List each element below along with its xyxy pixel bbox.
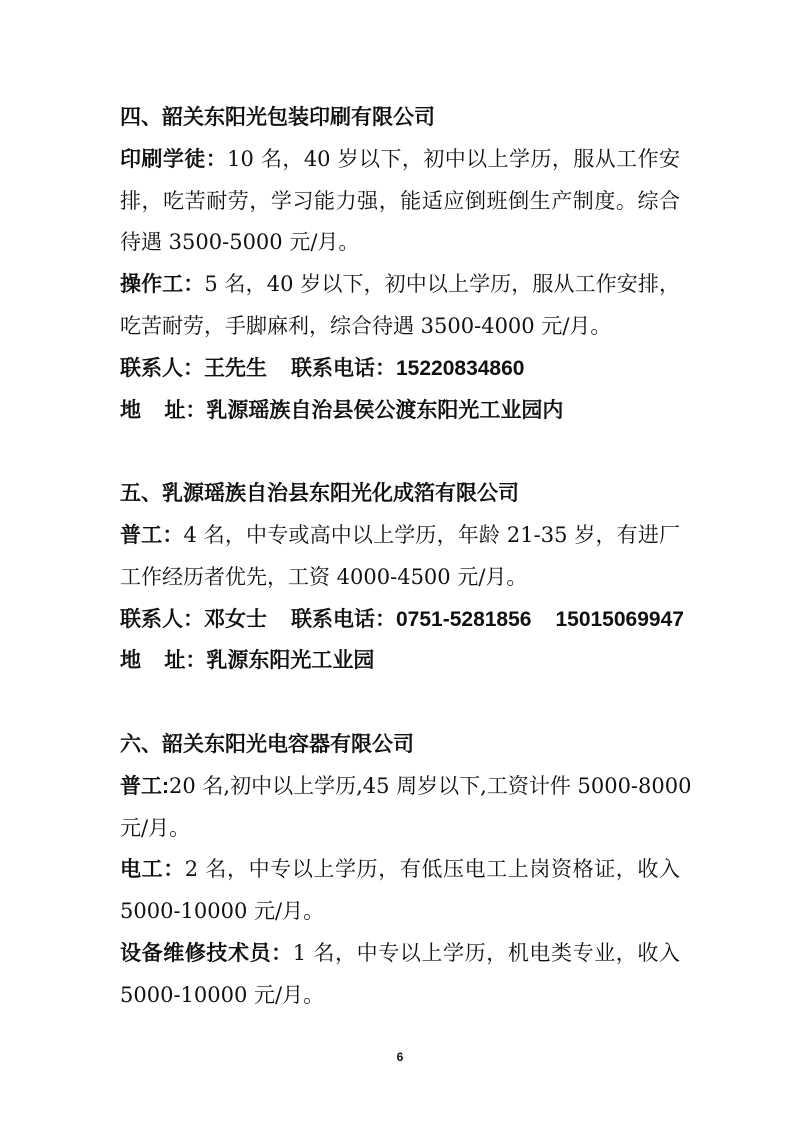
job-description: 4 名，中专或高中以上学历，年龄 21-35 岁，有进厂 <box>183 522 680 547</box>
job-line <box>120 891 680 933</box>
job-description: 元/月。 <box>120 815 191 840</box>
job-description: 待遇 3500-5000 元/月。 <box>120 230 360 255</box>
job-description: 排，吃苦耐劳，学习能力强，能适应倒班倒生产制度。综合 <box>120 188 680 213</box>
section-title: 五、乳源瑶族自治县东阳光化成箔有限公司 <box>120 482 519 506</box>
address-value: 乳源东阳光工业园 <box>206 649 375 673</box>
job-line <box>120 933 680 975</box>
company-section-packaging-printing <box>120 97 680 431</box>
phone-number: 0751-5281856 <box>396 607 532 631</box>
address-label: 地 址： <box>120 649 207 673</box>
job-description: 20 名,初中以上学历,45 周岁以下,工资计件 5000-8000 <box>169 773 692 798</box>
address-label: 地 址： <box>120 398 207 422</box>
job-description: 2 名，中专以上学历，有低压电工上岗资格证，收入 <box>184 857 680 882</box>
contact-name: 王先生 <box>204 356 267 380</box>
job-line <box>120 849 680 891</box>
phone-number: 15015069947 <box>555 607 684 631</box>
job-line <box>120 975 680 1017</box>
document-content <box>120 97 692 1017</box>
job-line <box>120 264 680 306</box>
job-title: 印刷学徒： <box>120 147 228 171</box>
job-line <box>120 515 680 557</box>
job-description: 1 名，中专以上学历，机电类专业，收入 <box>292 940 680 965</box>
job-title: 普工： <box>120 523 184 547</box>
job-line <box>120 766 692 808</box>
job-line <box>120 808 680 850</box>
contact-label: 联系人： <box>120 607 204 631</box>
phone-label: 联系电话： <box>291 356 396 380</box>
job-description: 5000-10000 元/月。 <box>120 899 325 924</box>
company-section-capacitor <box>120 724 692 1017</box>
section-title: 四、韶关东阳光包装印刷有限公司 <box>120 106 435 129</box>
job-description: 10 名，40 岁以下，初中以上学历，服从工作安 <box>227 146 681 171</box>
job-line <box>120 139 680 181</box>
job-title: 普工: <box>120 774 169 798</box>
phone-number: 15220834860 <box>396 356 525 380</box>
address-value: 乳源瑶族自治县侯公渡东阳光工业园内 <box>206 398 564 422</box>
job-title: 电工： <box>120 858 185 882</box>
contact-line <box>120 348 680 390</box>
page-number: 6 <box>396 1050 404 1064</box>
company-section-formed-foil <box>120 473 684 682</box>
job-line <box>120 181 680 223</box>
job-description: 5 名，40 岁以下，初中以上学历，服从工作安排， <box>204 272 681 297</box>
job-title: 设备维修技术员： <box>120 941 293 965</box>
contact-line <box>120 599 684 641</box>
job-description: 工作经历者优先，工资 4000-4500 元/月。 <box>120 564 528 589</box>
job-line <box>120 306 680 348</box>
section-title: 六、韶关东阳光电容器有限公司 <box>120 732 414 756</box>
address-line <box>120 390 680 432</box>
job-line <box>120 222 680 264</box>
address-line <box>120 640 680 682</box>
job-description: 吃苦耐劳，手脚麻利，综合待遇 3500-4000 元/月。 <box>120 313 612 338</box>
contact-label: 联系人： <box>120 356 204 380</box>
contact-name: 邓女士 <box>204 607 267 631</box>
job-title: 操作工： <box>120 273 205 297</box>
job-line <box>120 557 680 599</box>
job-description: 5000-10000 元/月。 <box>120 982 325 1007</box>
phone-label: 联系电话： <box>291 607 396 631</box>
